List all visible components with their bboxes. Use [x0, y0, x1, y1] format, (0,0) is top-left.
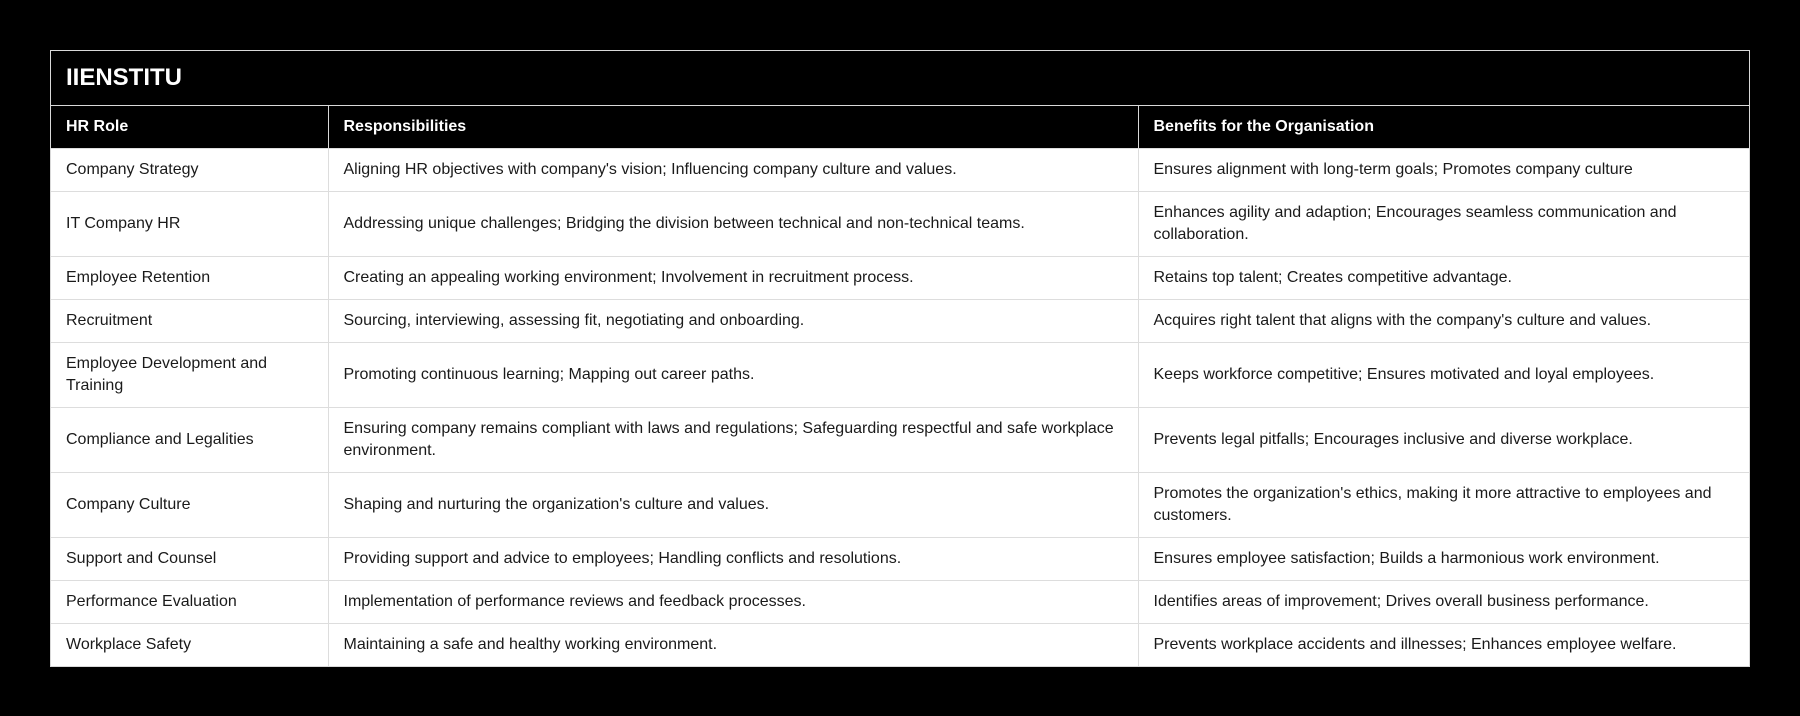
- cell-role: Employee Development and Training: [51, 342, 328, 407]
- table-row: [51, 407, 1749, 472]
- table-row: [51, 299, 1749, 342]
- cell-responsibilities: Promoting continuous learning; Mapping out career paths.: [328, 342, 1138, 407]
- cell-responsibilities: Providing support and advice to employees; Handling conflicts and resolutions.: [328, 537, 1138, 580]
- table-row: [51, 537, 1749, 580]
- cell-benefits: Promotes the organization's ethics, making it more attractive to employees and customers.: [1138, 472, 1749, 537]
- cell-responsibilities: Aligning HR objectives with company's vision; Influencing company culture and values.: [328, 148, 1138, 191]
- cell-responsibilities: Creating an appealing working environment; Involvement in recruitment process.: [328, 256, 1138, 299]
- cell-role: Company Strategy: [51, 148, 328, 191]
- cell-benefits: Keeps workforce competitive; Ensures motivated and loyal employees.: [1138, 342, 1749, 407]
- cell-role: Performance Evaluation: [51, 580, 328, 623]
- table-row: [51, 623, 1749, 666]
- cell-benefits: Prevents workplace accidents and illnesses; Enhances employee welfare.: [1138, 623, 1749, 666]
- cell-benefits: Prevents legal pitfalls; Encourages inclusive and diverse workplace.: [1138, 407, 1749, 472]
- table-row: [51, 342, 1749, 407]
- cell-role: IT Company HR: [51, 191, 328, 256]
- cell-responsibilities: Sourcing, interviewing, assessing fit, negotiating and onboarding.: [328, 299, 1138, 342]
- cell-role: Company Culture: [51, 472, 328, 537]
- column-header-responsibilities: Responsibilities: [328, 106, 1138, 148]
- cell-role: Support and Counsel: [51, 537, 328, 580]
- table-title: IIENSTITU: [51, 51, 1749, 106]
- cell-responsibilities: Ensuring company remains compliant with laws and regulations; Safeguarding respectful and safe workplace environment.: [328, 407, 1138, 472]
- table-row: [51, 580, 1749, 623]
- column-header-benefits: Benefits for the Organisation: [1138, 106, 1749, 148]
- table-row: [51, 256, 1749, 299]
- cell-responsibilities: Implementation of performance reviews and feedback processes.: [328, 580, 1138, 623]
- hr-roles-table-container: [50, 50, 1750, 667]
- cell-responsibilities: Maintaining a safe and healthy working environment.: [328, 623, 1138, 666]
- hr-roles-table: [51, 106, 1749, 666]
- column-header-hr-role: HR Role: [51, 106, 328, 148]
- table-row: [51, 148, 1749, 191]
- table-header-row: [51, 106, 1749, 148]
- table-row: [51, 191, 1749, 256]
- cell-benefits: Identifies areas of improvement; Drives overall business performance.: [1138, 580, 1749, 623]
- cell-benefits: Ensures alignment with long-term goals; Promotes company culture: [1138, 148, 1749, 191]
- cell-benefits: Ensures employee satisfaction; Builds a harmonious work environment.: [1138, 537, 1749, 580]
- cell-role: Compliance and Legalities: [51, 407, 328, 472]
- table-row: [51, 472, 1749, 537]
- cell-role: Recruitment: [51, 299, 328, 342]
- cell-responsibilities: Shaping and nurturing the organization's culture and values.: [328, 472, 1138, 537]
- cell-benefits: Enhances agility and adaption; Encourages seamless communication and collaboration.: [1138, 191, 1749, 256]
- cell-benefits: Retains top talent; Creates competitive advantage.: [1138, 256, 1749, 299]
- cell-role: Workplace Safety: [51, 623, 328, 666]
- cell-role: Employee Retention: [51, 256, 328, 299]
- cell-benefits: Acquires right talent that aligns with the company's culture and values.: [1138, 299, 1749, 342]
- cell-responsibilities: Addressing unique challenges; Bridging the division between technical and non-technical teams.: [328, 191, 1138, 256]
